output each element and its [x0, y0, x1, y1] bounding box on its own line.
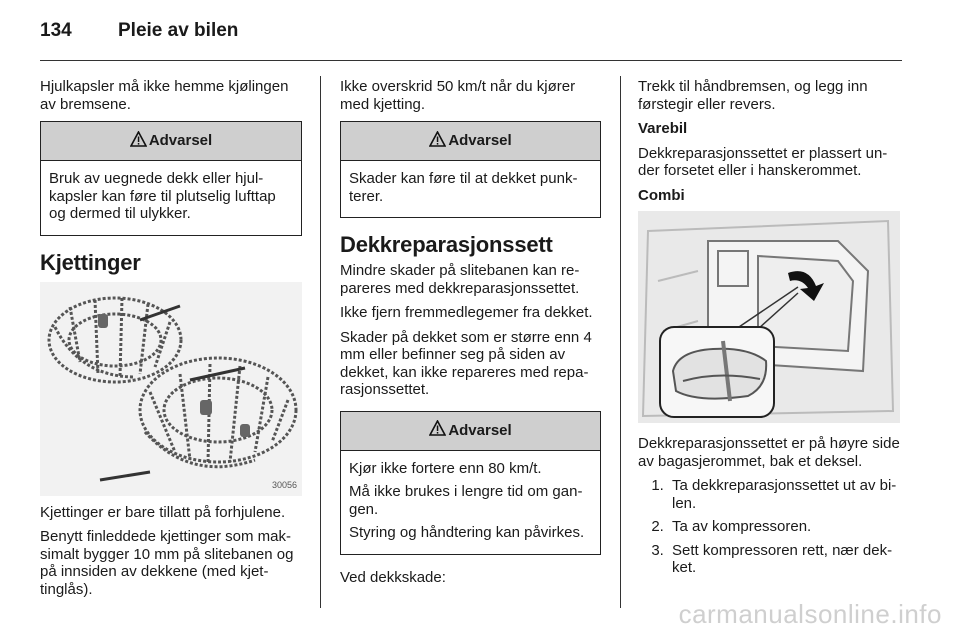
column-divider-2 — [620, 76, 621, 608]
steps-list — [638, 477, 900, 577]
watermark: carmanualsonline.info — [678, 599, 942, 629]
page-title: Pleie av bilen — [118, 20, 239, 41]
warning-triangle-icon — [130, 131, 147, 152]
warning-title: Advarsel — [148, 132, 213, 150]
intro-text: Hjulkapsler må ikke hemme kjølingen av bremsene. — [40, 78, 289, 113]
section-heading: Kjettinger — [40, 249, 141, 275]
warning-triangle-icon — [429, 420, 446, 441]
column-1 — [40, 78, 302, 605]
warning-text: Må ikke brukes i lengre tid om gangen. — [349, 483, 583, 518]
paragraph: Dekkreparasjonssettet er plassert under forsetet eller i hanskerommet. — [638, 144, 888, 179]
snow-chains-drawing — [40, 282, 302, 496]
warning-header — [341, 122, 600, 161]
repair-kit-location-illustration — [638, 211, 900, 423]
warning-box — [340, 121, 601, 218]
paragraph: Kjettinger er bare tillatt på forhjulene. — [40, 503, 286, 521]
page-header — [40, 18, 900, 58]
warning-box — [340, 411, 601, 555]
intro-text: Trekk til håndbremsen, og legg inn førstegir eller revers. — [638, 78, 868, 113]
paragraph: Mindre skader på slitebanen kan repareres med dekkreparasjonssettet. — [340, 262, 580, 297]
section-heading: Dekkreparasjonssett — [340, 232, 553, 257]
column-divider-1 — [320, 76, 321, 608]
warning-title: Advarsel — [448, 132, 512, 150]
cargo-area-drawing — [638, 211, 900, 423]
figure-code: 30056 — [272, 479, 298, 490]
warning-box — [40, 121, 302, 236]
warning-header — [41, 122, 301, 161]
warning-title: Advarsel — [448, 421, 512, 439]
page-number: 134 — [40, 20, 72, 41]
header-divider — [40, 60, 902, 61]
paragraph: Benytt finleddede kjettinger som maksimalt bygger 10 mm på slitebanen og på innsiden av dekkene (med kjettinglås). — [40, 528, 294, 598]
warning-header — [341, 412, 600, 451]
warning-triangle-icon — [429, 131, 446, 152]
snow-chains-illustration — [40, 282, 302, 496]
warning-text: Styring og håndtering kan påvirkes. — [349, 524, 585, 541]
warning-text: Kjør ikke fortere enn 80 km/t. — [349, 459, 542, 477]
list-item: 2. Ta av kompressoren. — [668, 518, 900, 536]
column-2 — [340, 78, 601, 593]
list-item: 1. Ta dekkreparasjonssettet ut av bilen. — [668, 477, 900, 512]
paragraph: Ved dekkskade: — [340, 568, 446, 586]
paragraph: Skader på dekket som er større enn 4 mm eller befinner seg på siden av dekket, kan ikke repareres med reparasjonssettet. — [340, 328, 592, 398]
paragraph: Dekkreparasjonssettet er på høyre side av bagasjerommet, bak et deksel. — [638, 435, 900, 470]
column-3 — [638, 78, 900, 583]
warning-text: Skader kan føre til at dekket punkterer. — [349, 170, 578, 205]
warning-text: Bruk av uegnede dekk eller hjulkapsler kan føre til plutselig lufttap og dermed til ulykker. — [49, 170, 276, 222]
paragraph: Ikke fjern fremmedlegemer fra dekket. — [340, 304, 593, 321]
list-item: 3. Sett kompressoren rett, nær dekket. — [668, 542, 900, 577]
intro-text: Ikke overskrid 50 km/t når du kjører med kjetting. — [340, 78, 576, 113]
subheading-combi: Combi — [638, 186, 685, 204]
subheading-van: Varebil — [638, 120, 688, 137]
